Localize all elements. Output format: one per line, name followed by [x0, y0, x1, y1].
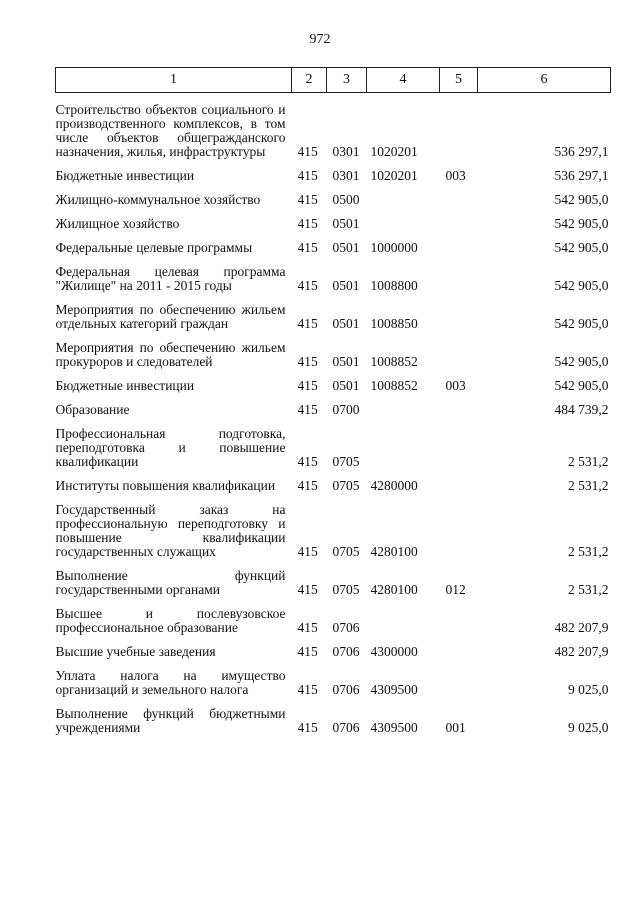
row-amount: 482 207,9 — [554, 620, 609, 635]
row-target-code: 4280100 — [370, 544, 418, 559]
row-amount: 9 025,0 — [568, 720, 609, 735]
table-row — [56, 479, 611, 493]
header-col-6: 6 — [478, 68, 611, 93]
row-grbs-code: 415 — [297, 216, 318, 231]
row-section-code: 0706 — [332, 644, 360, 659]
row-expense-type-code — [440, 403, 478, 417]
row-name: Мероприятия по обеспечению жильем прокуроров и следователей — [55, 340, 286, 369]
row-expense-type-code — [440, 103, 478, 159]
row-amount: 542 905,0 — [554, 240, 609, 255]
page-number: 972 — [309, 32, 331, 47]
table-body — [56, 93, 611, 736]
row-name: Выполнение функций бюджетными учреждениями — [55, 706, 286, 735]
row-amount: 536 297,1 — [554, 168, 609, 183]
table-row — [56, 217, 611, 231]
row-target-code — [367, 607, 440, 635]
row-expense-type-code — [440, 479, 478, 493]
table-row — [56, 645, 611, 659]
row-grbs-code: 415 — [297, 620, 318, 635]
table-row — [56, 403, 611, 417]
table-row — [56, 607, 611, 635]
row-name: Институты повышения квалификации — [55, 478, 276, 493]
row-name: Уплата налога на имущество организаций и земельного налога — [55, 668, 286, 697]
row-expense-type-code — [440, 341, 478, 369]
row-name: Образование — [55, 402, 130, 417]
row-name: Жилищное хозяйство — [55, 216, 180, 231]
row-target-code: 1020201 — [370, 144, 418, 159]
header-col-4: 4 — [367, 68, 440, 93]
table-row — [56, 707, 611, 735]
row-grbs-code: 415 — [297, 454, 318, 469]
row-expense-type-code — [440, 645, 478, 659]
row-grbs-code: 415 — [297, 192, 318, 207]
row-expense-type-code — [440, 303, 478, 331]
row-amount: 536 297,1 — [554, 144, 609, 159]
row-section-code: 0501 — [332, 216, 360, 231]
row-expense-type-code — [440, 217, 478, 231]
row-section-code: 0705 — [332, 478, 360, 493]
row-amount: 9 025,0 — [568, 682, 609, 697]
row-section-code: 0501 — [332, 240, 360, 255]
row-section-code: 0501 — [332, 316, 360, 331]
row-amount: 542 905,0 — [554, 316, 609, 331]
row-name: Жилищно-коммунальное хозяйство — [55, 192, 261, 207]
row-section-code: 0501 — [332, 378, 360, 393]
row-target-code: 1008800 — [370, 278, 418, 293]
row-amount: 542 905,0 — [554, 216, 609, 231]
row-expense-type-code — [440, 427, 478, 469]
row-amount: 2 531,2 — [568, 544, 609, 559]
row-section-code: 0706 — [332, 720, 360, 735]
row-expense-type-code — [440, 241, 478, 255]
row-grbs-code: 415 — [297, 682, 318, 697]
header-col-1: 1 — [56, 68, 292, 93]
row-expense-type-code: 001 — [445, 720, 466, 735]
table-row — [56, 193, 611, 207]
row-grbs-code: 415 — [297, 354, 318, 369]
row-target-code: 4280100 — [370, 582, 418, 597]
row-expense-type-code — [440, 265, 478, 293]
table-row — [56, 341, 611, 369]
row-section-code: 0501 — [332, 354, 360, 369]
row-amount: 542 905,0 — [554, 354, 609, 369]
row-name: Федеральная целевая программа "Жилище" на 2011 - 2015 годы — [55, 264, 286, 293]
row-grbs-code: 415 — [297, 240, 318, 255]
row-section-code: 0501 — [332, 278, 360, 293]
table-row — [56, 669, 611, 697]
row-amount: 542 905,0 — [554, 192, 609, 207]
row-expense-type-code — [440, 607, 478, 635]
row-section-code: 0700 — [332, 402, 360, 417]
table-row — [56, 503, 611, 559]
row-amount: 482 207,9 — [554, 644, 609, 659]
table-row — [56, 303, 611, 331]
row-grbs-code: 415 — [297, 402, 318, 417]
table-row — [56, 103, 611, 159]
row-target-code: 4309500 — [370, 682, 418, 697]
row-section-code: 0705 — [332, 454, 360, 469]
row-name: Строительство объектов социального и производственного комплексов, в том числе объектов общегражданского назначения, жилья, инфраструктуры — [55, 102, 286, 159]
row-target-code — [367, 403, 440, 417]
row-target-code: 1008852 — [370, 354, 418, 369]
row-target-code: 1008852 — [370, 378, 418, 393]
row-target-code — [367, 217, 440, 231]
row-grbs-code: 415 — [297, 644, 318, 659]
table-row — [56, 169, 611, 183]
row-name: Бюджетные инвестиции — [55, 168, 195, 183]
row-name: Высшие учебные заведения — [55, 644, 216, 659]
row-amount: 2 531,2 — [568, 454, 609, 469]
row-section-code: 0706 — [332, 682, 360, 697]
row-grbs-code: 415 — [297, 378, 318, 393]
row-amount: 542 905,0 — [554, 378, 609, 393]
table-row — [56, 379, 611, 393]
row-target-code: 4309500 — [370, 720, 418, 735]
row-name: Профессиональная подготовка, переподготовка и повышение квалификации — [55, 426, 286, 469]
row-target-code — [367, 427, 440, 469]
header-col-3: 3 — [327, 68, 367, 93]
row-name: Федеральные целевые программы — [55, 240, 253, 255]
header-col-5: 5 — [440, 68, 478, 93]
row-target-code: 4300000 — [370, 644, 418, 659]
row-grbs-code: 415 — [297, 168, 318, 183]
row-amount: 484 739,2 — [554, 402, 609, 417]
row-section-code: 0301 — [332, 144, 360, 159]
row-amount: 2 531,2 — [568, 478, 609, 493]
row-name: Высшее и послевузовское профессиональное образование — [55, 606, 286, 635]
row-target-code — [367, 193, 440, 207]
row-section-code: 0705 — [332, 544, 360, 559]
row-section-code: 0500 — [332, 192, 360, 207]
header-row — [56, 68, 611, 93]
row-grbs-code: 415 — [297, 144, 318, 159]
table-row — [56, 569, 611, 597]
row-grbs-code: 415 — [297, 582, 318, 597]
table-row — [56, 265, 611, 293]
row-section-code: 0705 — [332, 582, 360, 597]
row-amount: 542 905,0 — [554, 278, 609, 293]
row-expense-type-code: 003 — [445, 168, 466, 183]
header-col-2: 2 — [292, 68, 327, 93]
table-row — [56, 427, 611, 469]
row-expense-type-code — [440, 503, 478, 559]
row-name: Государственный заказ на профессиональную переподготовку и повышение квалификации государственных служащих — [55, 502, 286, 559]
table-header — [56, 68, 611, 93]
row-grbs-code: 415 — [297, 544, 318, 559]
row-target-code: 1020201 — [370, 168, 418, 183]
row-expense-type-code: 012 — [445, 582, 466, 597]
budget-table — [55, 67, 611, 735]
row-section-code: 0706 — [332, 620, 360, 635]
row-target-code: 1008850 — [370, 316, 418, 331]
row-grbs-code: 415 — [297, 316, 318, 331]
row-target-code: 4280000 — [370, 478, 418, 493]
row-name: Мероприятия по обеспечению жильем отдельных категорий граждан — [55, 302, 286, 331]
row-expense-type-code — [440, 669, 478, 697]
row-name: Бюджетные инвестиции — [55, 378, 195, 393]
row-grbs-code: 415 — [297, 720, 318, 735]
row-name: Выполнение функций государственными органами — [55, 568, 286, 597]
row-grbs-code: 415 — [297, 478, 318, 493]
table-row — [56, 241, 611, 255]
row-expense-type-code — [440, 193, 478, 207]
row-amount: 2 531,2 — [568, 582, 609, 597]
row-grbs-code: 415 — [297, 278, 318, 293]
row-section-code: 0301 — [332, 168, 360, 183]
row-expense-type-code: 003 — [445, 378, 466, 393]
row-target-code: 1000000 — [370, 240, 418, 255]
